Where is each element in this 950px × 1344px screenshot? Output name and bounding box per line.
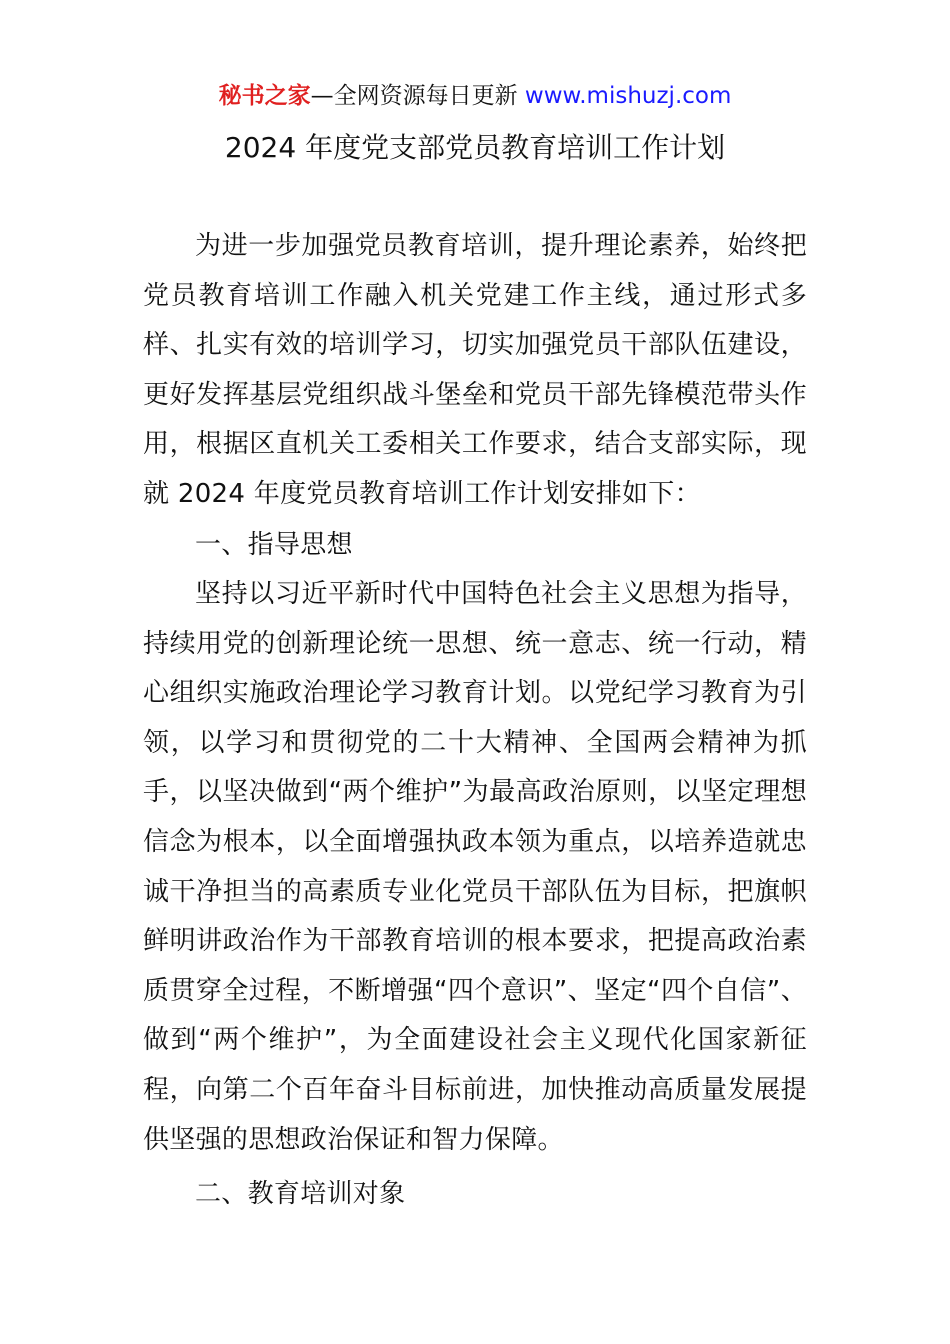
site-url-link[interactable]: www.mishuzj.com xyxy=(524,83,732,109)
site-header xyxy=(0,80,950,112)
section-heading-training-targets: 二、教育培训对象 xyxy=(195,1179,406,1209)
brand-name: 秘书之家 xyxy=(218,83,311,109)
guiding-ideology-paragraph: 坚持以习近平新时代中国特色社会主义思想为指导，持续用党的创新理论统一思想、统一意志、统一行动，精心组织实施政治理论学习教育计划。以党纪学习教育为引领，以学习和贯彻党的二十大精神、全国两会精神为抓手，以坚决做到“两个维护”为最高政治原则，以坚定理想信念为根本，以全面增强执政本领为重点，以培养造就忠诚干净担当的高素质专业化党员干部队伍为目标，把旗帜鲜明讲政治作为干部教育培训的根本要求，把提高政治素质贯穿全过程，不断增强“四个意识”、坚定“四个自信”、做到“两个维护”，为全面建设社会主义现代化国家新征程，向第二个百年奋斗目标前进，加快推动高质量发展提供坚强的思想政治保证和智力保障。 xyxy=(143,579,807,1155)
section-heading-guiding-ideology: 一、指导思想 xyxy=(195,530,353,560)
intro-paragraph: 为进一步加强党员教育培训，提升理论素养，始终把党员教育培训工作融入机关党建工作主线，通过形式多样、扎实有效的培训学习，切实加强党员干部队伍建设，更好发挥基层党组织战斗堡垒和党员干部先锋模范带头作用，根据区直机关工委相关工作要求，结合支部实际，现就 2024 年度党员教育培训工作计划安排如下： xyxy=(143,231,807,509)
header-tagline: —全网资源每日更新 xyxy=(310,83,518,109)
document-title: 2024 年度党支部党员教育培训工作计划 xyxy=(224,131,726,164)
